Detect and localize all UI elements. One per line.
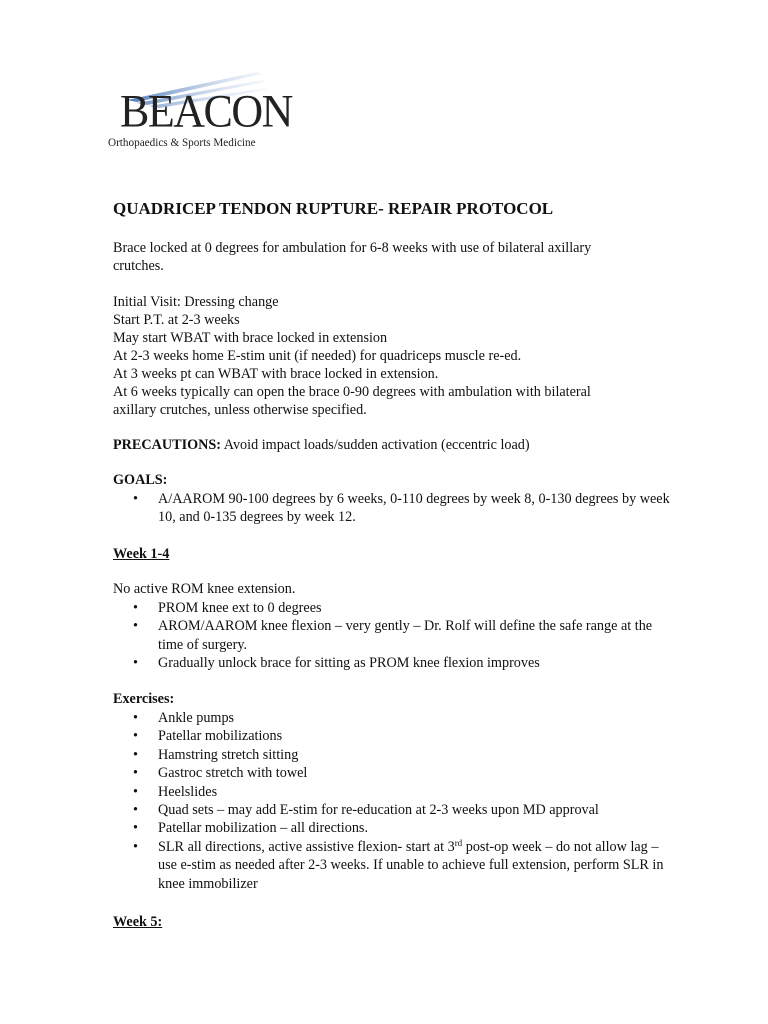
list-item (113, 838, 678, 893)
slr-text-start: SLR all directions, active assistive flexion- start at 3 (158, 838, 455, 855)
list-item-text: Gradually unlock brace for sitting as PROM knee flexion improves (158, 655, 540, 672)
list-item (113, 599, 678, 617)
logo-wordmark: BEACON (120, 85, 292, 138)
bullet-icon: • (133, 765, 138, 782)
schedule-line-1: Initial Visit: Dressing change (113, 294, 279, 310)
list-item-text: Patellar mobilization – all directions. (158, 820, 368, 837)
list-item (113, 654, 678, 672)
list-item (113, 783, 678, 801)
bullet-icon: • (133, 710, 138, 726)
list-item (113, 819, 678, 837)
schedule-line-4: At 2-3 weeks home E-stim unit (if needed) for quadriceps muscle re-ed. (113, 348, 522, 364)
list-item-text: PROM knee ext to 0 degrees (158, 600, 322, 616)
list-item (113, 490, 678, 527)
week-1-4-lead: No active ROM knee extension. (113, 581, 296, 597)
slr-text-end: post-op week – do not allow lag – use e-stim as needed after 2-3 weeks. If unable to achieve full extension, perform SLR in knee immobilizer (158, 838, 664, 892)
precautions-label: PRECAUTIONS: (113, 437, 221, 453)
list-item-text: AROM/AAROM knee flexion – very gently – Dr. Rolf will define the safe range at the time of surgery. (158, 618, 653, 653)
list-item (113, 801, 678, 819)
list-item-text: Heelslides (158, 783, 218, 800)
list-item (113, 727, 678, 745)
bullet-icon: • (133, 618, 138, 635)
schedule-line-5: At 3 weeks pt can WBAT with brace locked in extension. (113, 366, 439, 382)
week-1-4-list (113, 599, 678, 673)
bullet-icon: • (133, 728, 138, 745)
list-item-text: Ankle pumps (158, 710, 235, 726)
bullet-icon: • (133, 783, 138, 800)
bullet-icon: • (133, 838, 138, 855)
logo-tagline: Orthopaedics & Sports Medicine (108, 137, 256, 149)
page-title: QUADRICEP TENDON RUPTURE- REPAIR PROTOCOL (113, 199, 554, 218)
intro-line-1: Brace locked at 0 degrees for ambulation for 6-8 weeks with use of bilateral axillary (113, 240, 592, 256)
precautions-text: Avoid impact loads/sudden activation (eccentric load) (221, 437, 530, 453)
list-item (113, 764, 678, 782)
exercises-heading: Exercises: (113, 691, 175, 707)
exercises-list (113, 709, 678, 893)
beacon-logo (107, 70, 292, 150)
bullet-icon: • (133, 655, 138, 672)
list-item (113, 746, 678, 764)
list-item-text: Patellar mobilizations (158, 728, 283, 745)
schedule-line-7: axillary crutches, unless otherwise specified. (113, 402, 367, 418)
list-item (113, 709, 678, 727)
intro-line-2: crutches. (113, 258, 164, 274)
bullet-icon: • (133, 491, 138, 507)
precautions-line (113, 436, 530, 454)
goals-heading: GOALS: (113, 472, 168, 488)
week-1-4-heading: Week 1-4 (113, 546, 170, 562)
schedule-line-2: Start P.T. at 2-3 weeks (113, 312, 240, 328)
goal-text: A/AAROM 90-100 degrees by 6 weeks, 0-110 degrees by week 8, 0-130 degrees by week 10, and 0-135 degrees by week 12. (158, 491, 670, 526)
schedule-line-3: May start WBAT with brace locked in extension (113, 330, 388, 346)
bullet-icon: • (133, 820, 138, 837)
week-5-heading: Week 5: (113, 914, 163, 930)
list-item-text: Quad sets – may add E-stim for re-education at 2-3 weeks upon MD approval (158, 801, 599, 818)
slr-superscript: rd (454, 837, 463, 848)
bullet-icon: • (133, 746, 138, 763)
list-item-text: Gastroc stretch with towel (158, 765, 308, 782)
list-item-text: Hamstring stretch sitting (158, 746, 299, 763)
bullet-icon: • (133, 600, 138, 616)
bullet-icon: • (133, 801, 138, 818)
list-item (113, 617, 678, 654)
schedule-line-6: At 6 weeks typically can open the brace 0-90 degrees with ambulation with bilateral (113, 384, 591, 400)
goals-list (113, 490, 678, 527)
